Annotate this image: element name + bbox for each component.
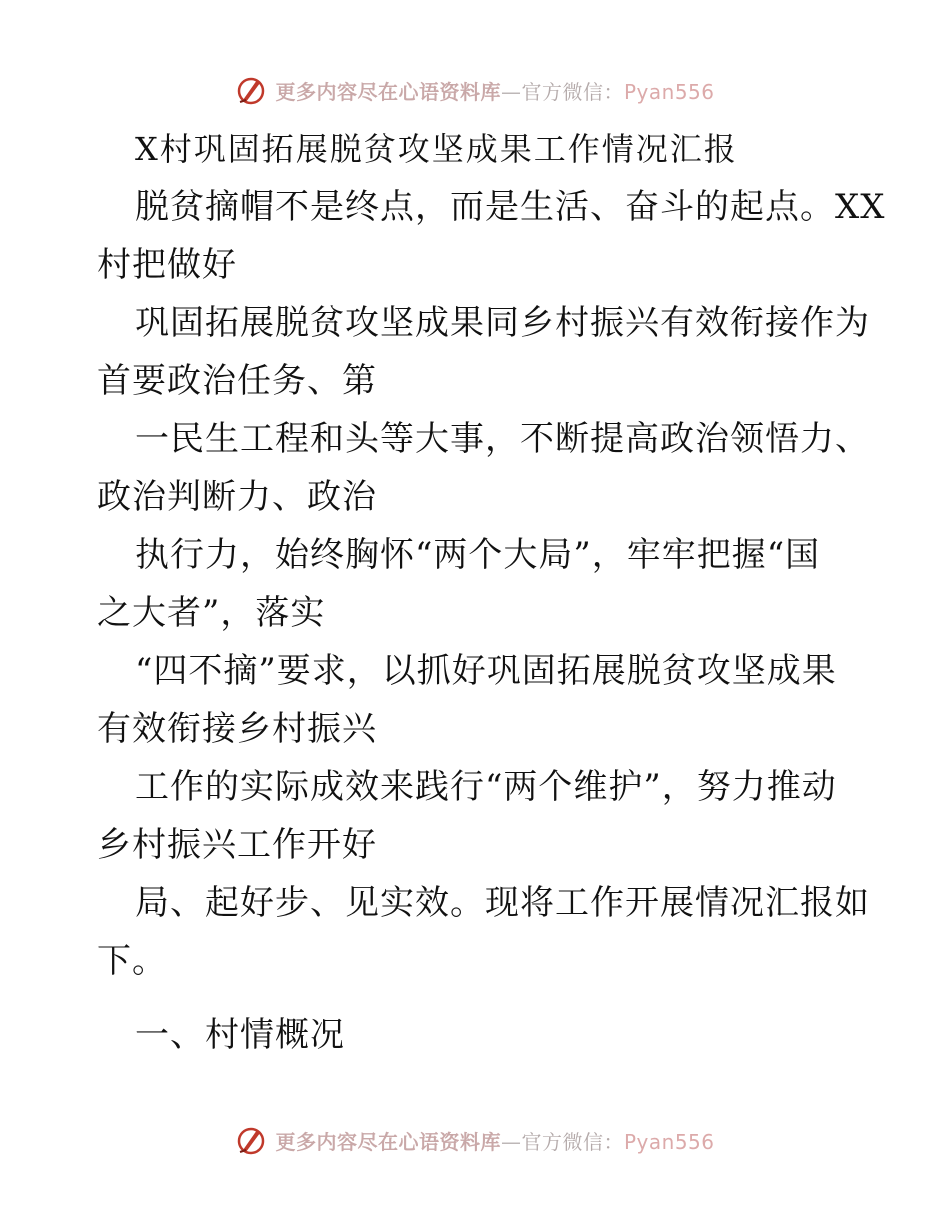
quill-logo-icon xyxy=(235,1124,267,1156)
paragraph-line: “四不摘”要求，以抓好巩固拓展脱贫攻坚成果 xyxy=(135,651,837,691)
quill-logo-icon xyxy=(235,74,267,106)
paragraph-line: 乡村振兴工作开好 xyxy=(97,825,377,865)
paragraph-line: 首要政治任务、第 xyxy=(97,361,377,401)
paragraph-line: 脱贫摘帽不是终点，而是生活、奋斗的起点。XX xyxy=(135,187,886,227)
watermark-text: 更多内容尽在心语资料库—官方微信：Pyan556 xyxy=(275,79,715,104)
paragraph-line: 政治判断力、政治 xyxy=(97,477,377,517)
watermark-header xyxy=(0,70,950,110)
watermark-footer xyxy=(0,1120,950,1160)
document-title: X村巩固拓展脱贫攻坚成果工作情况汇报 xyxy=(135,130,738,168)
paragraph-line: 村把做好 xyxy=(97,245,237,285)
watermark-text: 更多内容尽在心语资料库—官方微信：Pyan556 xyxy=(275,1129,715,1154)
paragraph-line: 巩固拓展脱贫攻坚成果同乡村振兴有效衔接作为 xyxy=(135,303,870,343)
section-heading: 一、村情概况 xyxy=(135,1015,345,1055)
paragraph-line: 执行力，始终胸怀“两个大局”，牢牢把握“国 xyxy=(135,535,821,575)
paragraph-line: 一民生工程和头等大事，不断提高政治领悟力、 xyxy=(135,419,870,459)
paragraph-line: 工作的实际成效来践行“两个维护”，努力推动 xyxy=(135,767,837,807)
document-body xyxy=(97,120,886,1064)
paragraph-line: 下。 xyxy=(97,941,167,981)
paragraph-line: 局、起好步、见实效。现将工作开展情况汇报如 xyxy=(135,883,870,923)
paragraph-line: 之大者”，落实 xyxy=(97,593,326,633)
paragraph-line: 有效衔接乡村振兴 xyxy=(97,709,377,749)
